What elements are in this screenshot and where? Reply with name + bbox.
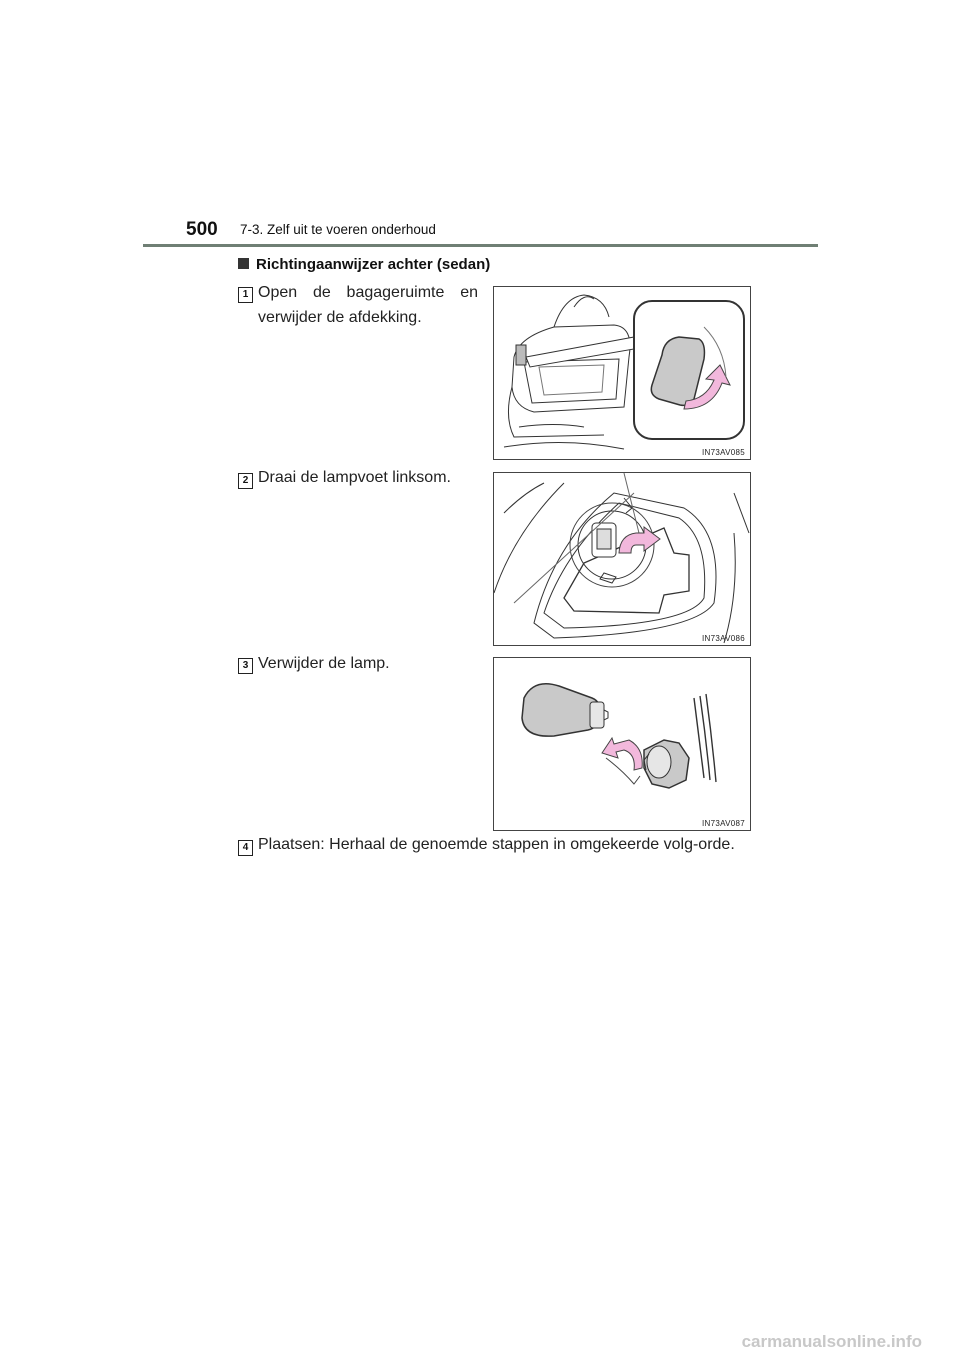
step-number-2: 2 <box>238 473 253 489</box>
heading <box>238 256 490 273</box>
step-text-4: Plaatsen: Herhaal de genoemde stappen in omgekeerde volg-orde. <box>258 836 735 853</box>
header-rule <box>143 244 818 247</box>
page-number: 500 <box>186 219 218 240</box>
watermark: carmanualsonline.info <box>741 1332 922 1351</box>
step-number-1: 1 <box>238 287 253 303</box>
figure-lamp-socket <box>493 472 751 646</box>
figure-code: IN73AV086 <box>701 634 745 643</box>
bulb-removal-illustration <box>494 658 750 830</box>
square-bullet-icon <box>238 258 249 269</box>
step-text-2: Draai de lampvoet linksom. <box>258 469 451 486</box>
section-title: 7-3. Zelf uit te voeren onderhoud <box>240 222 436 237</box>
heading-text: Richtingaanwijzer achter (sedan) <box>256 256 491 273</box>
figure-code: IN73AV087 <box>701 819 745 828</box>
figure-bulb-removal <box>493 657 751 831</box>
lamp-socket-illustration <box>494 473 750 645</box>
figure-trunk-cover <box>493 286 751 460</box>
trunk-cover-illustration <box>494 287 750 459</box>
step-number-3: 3 <box>238 658 253 674</box>
step-text-1: Open de bagageruimte en verwijder de afdekking. <box>258 284 478 326</box>
step-text-3: Verwijder de lamp. <box>258 655 390 672</box>
step-number-4: 4 <box>238 840 253 856</box>
figure-code: IN73AV085 <box>701 448 745 457</box>
